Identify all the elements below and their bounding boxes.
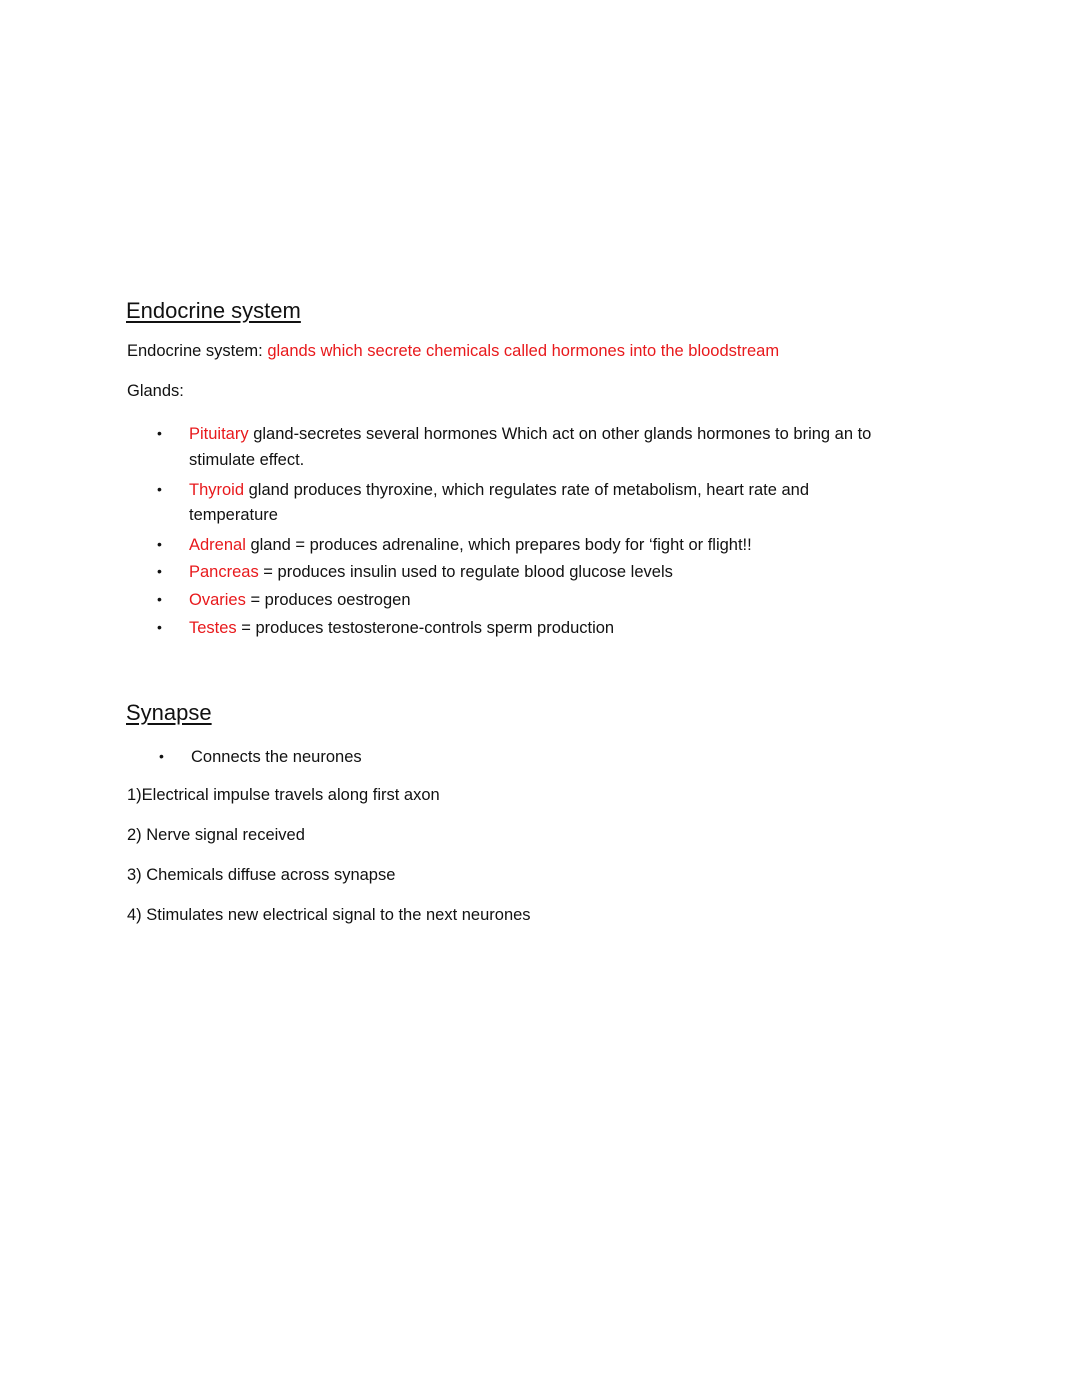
list-item [189,590,411,610]
bullet-icon: • [157,619,162,635]
gland-desc: = produces testosterone-controls sperm production [236,619,615,637]
bullet-icon: • [157,563,162,579]
definition-label: Endocrine system: [127,342,268,360]
synapse-step: 2) Nerve signal received [127,826,305,844]
synapse-heading: Synapse [126,700,212,725]
bullet-icon: • [157,536,162,552]
bullet-icon: • [157,425,162,441]
gland-name: Adrenal [189,536,246,554]
gland-desc: gland produces thyroxine, which regulates rate of metabolism, heart rate and [244,481,810,499]
gland-name: Pituitary [189,425,249,443]
bullet-icon: • [159,748,164,764]
bullet-icon: • [157,591,162,607]
gland-desc: = produces insulin used to regulate blood glucose levels [258,563,673,581]
endocrine-heading: Endocrine system [126,298,301,323]
list-item [189,535,752,555]
endocrine-definition [127,341,779,361]
gland-desc: = produces oestrogen [245,591,411,609]
list-item [189,424,871,444]
gland-desc: gland-secretes several hormones Which act on other glands hormones to bring an to [248,425,872,443]
gland-name: Thyroid [189,481,245,499]
bullet-icon: • [157,481,162,497]
list-item-continuation: stimulate effect. [189,451,305,469]
synapse-step: 1)Electrical impulse travels along first axon [127,786,440,804]
definition-text: glands which secrete chemicals called hormones into the bloodstream [267,342,780,360]
list-item-continuation: temperature [189,506,278,524]
list-item [189,618,614,638]
gland-name: Testes [189,619,237,637]
gland-name: Ovaries [189,591,246,609]
glands-label: Glands: [127,382,184,400]
synapse-bullet: Connects the neurones [191,748,362,766]
synapse-step: 3) Chemicals diffuse across synapse [127,866,396,884]
synapse-step: 4) Stimulates new electrical signal to the next neurones [127,906,531,924]
gland-name: Pancreas [189,563,259,581]
list-item [189,480,809,500]
gland-desc: gland = produces adrenaline, which prepares body for ‘fight or flight!! [245,536,752,554]
list-item [189,562,673,582]
